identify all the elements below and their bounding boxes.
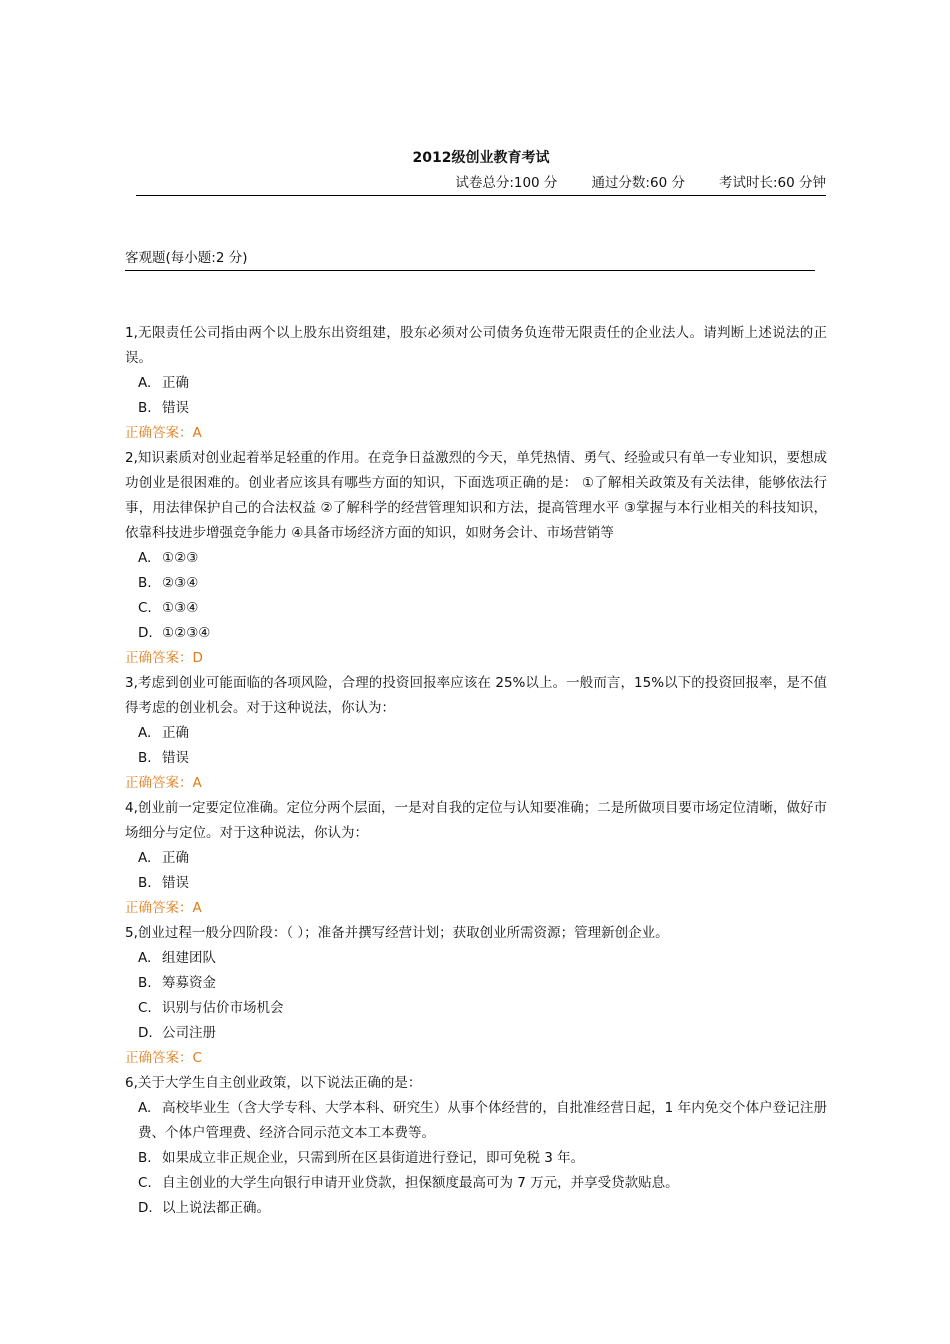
answer-option	[125, 396, 827, 421]
option-text: 如果成立非正规企业，只需到所在区县街道进行登记，即可免税 3 年。	[162, 1150, 585, 1166]
option-letter: A.	[138, 550, 152, 566]
question-text: 4,创业前一定要定位准确。定位分两个层面，一是对自我的定位与认知要准确；二是所做项目要市场定位清晰，做好市场细分与定位。对于这种说法，你认为：	[125, 800, 827, 841]
answer-option	[125, 721, 827, 746]
correct-answer: 正确答案：A	[125, 775, 202, 791]
option-letter: C.	[138, 600, 152, 616]
answer-option	[125, 971, 827, 996]
option-text: 自主创业的大学生向银行申请开业贷款，担保额度最高可为 7 万元，并享受贷款贴息。	[162, 1175, 679, 1191]
answer-option	[125, 621, 827, 646]
option-letter: C.	[138, 1000, 152, 1016]
option-text: 组建团队	[162, 950, 216, 966]
option-text: 错误	[162, 750, 189, 766]
option-letter: A.	[138, 375, 152, 391]
correct-answer: 正确答案：D	[125, 650, 203, 666]
option-text: 错误	[162, 400, 189, 416]
answer-option	[125, 1196, 827, 1221]
answer-option	[125, 1171, 827, 1196]
exam-title: 2012级创业教育考试	[412, 150, 550, 166]
answer-option	[125, 546, 827, 571]
section-heading: 客观题(每小题:2 分)	[125, 250, 248, 266]
answer-option	[125, 1146, 827, 1171]
option-text: 错误	[162, 875, 189, 891]
option-text: 高校毕业生（含大学专科、大学本科、研究生）从事个体经营的，自批准经营日起，1 年内免交个体户登记注册费、个体户管理费、经济合同示范文本工本费等。	[138, 1100, 827, 1141]
answer-option	[125, 1021, 827, 1046]
option-text: 筹募资金	[162, 975, 216, 991]
option-letter: B.	[138, 750, 152, 766]
option-letter: B.	[138, 1150, 152, 1166]
option-letter: B.	[138, 400, 152, 416]
option-text: ②③④	[162, 575, 199, 591]
exam-duration: 考试时长:60 分钟	[718, 175, 826, 191]
option-text: 识别与估价市场机会	[162, 1000, 284, 1016]
question-block	[125, 321, 827, 446]
section-divider	[125, 270, 815, 271]
question-block	[125, 1071, 827, 1221]
option-text: 以上说法都正确。	[162, 1200, 270, 1216]
option-letter: B.	[138, 875, 152, 891]
answer-option	[125, 746, 827, 771]
option-text: ①②③	[162, 550, 199, 566]
answer-option	[125, 596, 827, 621]
option-letter: D.	[138, 1200, 153, 1216]
question-text: 5,创业过程一般分四阶段：（ ）；准备并撰写经营计划；获取创业所需资源；管理新创企业。	[125, 925, 669, 941]
exam-meta	[455, 173, 826, 193]
question-block	[125, 921, 827, 1071]
answer-option	[125, 946, 827, 971]
answer-option	[125, 871, 827, 896]
pass-score: 通过分数:60 分	[591, 175, 685, 191]
answer-option	[125, 371, 827, 396]
answer-option	[125, 1096, 827, 1146]
question-text: 6,关于大学生自主创业政策，以下说法正确的是：	[125, 1075, 422, 1091]
option-text: 公司注册	[162, 1025, 216, 1041]
option-text: 正确	[162, 725, 189, 741]
answer-option	[125, 996, 827, 1021]
option-letter: D.	[138, 625, 153, 641]
option-letter: A.	[138, 950, 152, 966]
correct-answer: 正确答案：A	[125, 425, 202, 441]
question-list	[125, 321, 827, 1221]
option-letter: D.	[138, 1025, 153, 1041]
question-block	[125, 671, 827, 796]
option-text: ①②③④	[162, 625, 211, 641]
question-text: 3,考虑到创业可能面临的各项风险，合理的投资回报率应该在 25%以上。一般而言，15%以下的投资回报率，是不值得考虑的创业机会。对于这种说法，你认为：	[125, 675, 827, 716]
answer-option	[125, 846, 827, 871]
option-text: 正确	[162, 375, 189, 391]
total-score: 试卷总分:100 分	[455, 175, 558, 191]
option-letter: A.	[138, 850, 152, 866]
option-text: 正确	[162, 850, 189, 866]
question-text: 2,知识素质对创业起着举足轻重的作用。在竞争日益激烈的今天，单凭热情、勇气、经验或只有单一专业知识，要想成功创业是很困难的。创业者应该具有哪些方面的知识，下面选项正确的是： ①了解相关政策及有关法律，能够依法行事，用法律保护自己的合法权益 ②了解科学的经营管理知识和方法，提高管理水平 ③掌握与本行业相关的科技知识，依靠科技进步增强竞争能力 ④具备市场经济方面的知识，如财务会计、市场营销等	[125, 450, 827, 541]
header-divider	[136, 195, 826, 196]
option-letter: B.	[138, 575, 152, 591]
option-letter: A.	[138, 1100, 152, 1116]
option-text: ①③④	[162, 600, 199, 616]
question-text: 1,无限责任公司指由两个以上股东出资组建，股东必须对公司债务负连带无限责任的企业法人。请判断上述说法的正误。	[125, 325, 827, 366]
option-letter: C.	[138, 1175, 152, 1191]
question-block	[125, 446, 827, 671]
correct-answer: 正确答案：C	[125, 1050, 202, 1066]
option-letter: B.	[138, 975, 152, 991]
question-block	[125, 796, 827, 921]
option-letter: A.	[138, 725, 152, 741]
correct-answer: 正确答案：A	[125, 900, 202, 916]
answer-option	[125, 571, 827, 596]
